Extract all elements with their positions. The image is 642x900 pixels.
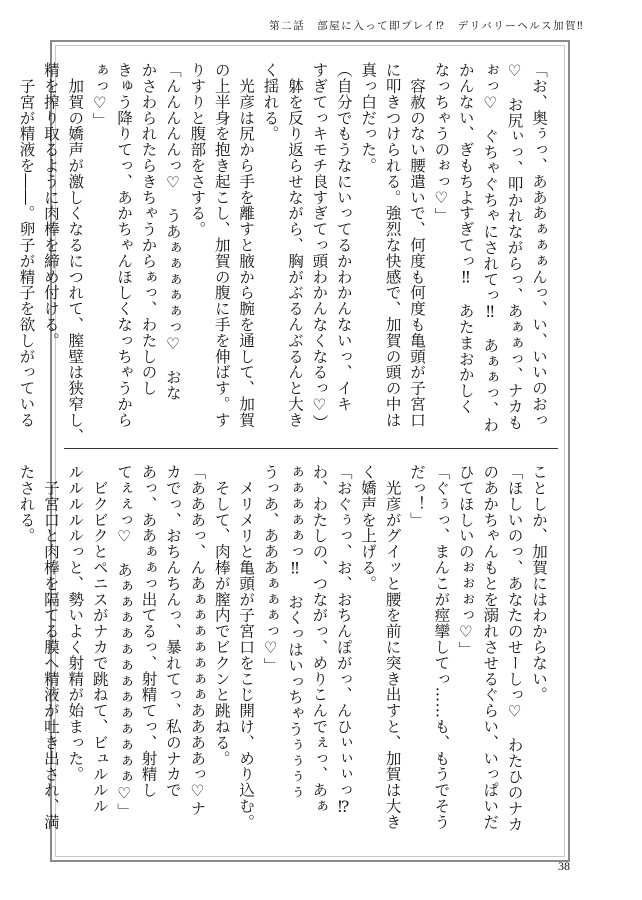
text-line: ぁぁぁぁぁっ‼ おくっはいっちゃうぅぅぅぅ bbox=[285, 464, 304, 801]
text-line: 真っ白だった。 bbox=[359, 62, 378, 174]
text-line: ひてほしいのぉぉぉっ♡」 bbox=[456, 464, 475, 658]
text-line: 精を搾り取るように肉棒を締め付ける。 bbox=[41, 62, 60, 349]
text-line: ことしか、加賀にはわからない。 bbox=[530, 464, 548, 703]
page-number: 38 bbox=[558, 859, 570, 873]
text-line: に叩きつけられる。強烈な快感で、加賀の頭の中は bbox=[383, 62, 402, 428]
text-line: ルルルルルっと、勢いよく射精が始まった。 bbox=[66, 464, 85, 782]
text-line: ビクビクとペニスがナカで跳ねて、ビュルルル bbox=[90, 464, 109, 814]
section-divider bbox=[64, 448, 558, 449]
text-line: く嬌声を上げる。 bbox=[359, 464, 378, 592]
upper-text-column bbox=[17, 62, 551, 444]
text-line: そして、肉棒が膣内でビクンと跳ねる。 bbox=[212, 464, 231, 767]
text-line: く揺れる。 bbox=[261, 62, 280, 142]
text-line: のあかちゃんもとを溺れさせるぐらい、いっぱいだ bbox=[481, 464, 500, 830]
text-line: 躰を反り返らせながら、胸がぶるんぶるんと大き bbox=[285, 62, 304, 428]
text-line: 「あああっ、んあぁぁぁぁぁぁぁああああっ♡ナ bbox=[188, 464, 207, 817]
text-line: （自分でもうなにいってるかわかんないっ、イキ bbox=[334, 62, 353, 412]
text-line: たされる。 bbox=[17, 464, 36, 544]
text-line: わ、わたしの、つながっ、めりこんでぇっ、あぁ bbox=[310, 464, 329, 814]
chapter-header: 第二話 部屋に入って即プレイ⁉ デリバリーヘルス加賀‼ bbox=[269, 20, 584, 32]
text-line: 「んんんんんっ♡ うあぁぁぁぁぁっ♡ おな bbox=[163, 62, 182, 401]
text-line: 光彦は尻から手を離すと腋から腕を通して、加賀 bbox=[237, 62, 256, 428]
lower-text-column bbox=[17, 464, 551, 833]
text-line: 「ほしいのっ、あなたのせーしっ♡ わたひのナカ bbox=[505, 464, 524, 833]
text-line: 「おぐぅっ、お、おちんぽがっ、んひぃぃぃっ⁉ bbox=[334, 464, 353, 817]
text-line: メリメリと亀頭が子宮口をこじ開け、めり込む。 bbox=[237, 464, 256, 830]
text-line: ぁっ♡」 bbox=[90, 62, 109, 129]
text-line: ぉっ♡ ぐちゃぐちゃにされてっ‼ あぁぁっ、わ bbox=[481, 62, 500, 433]
text-line: の上半身を抱き起こし、加賀の腹に手を伸ばす。す bbox=[212, 62, 231, 428]
text-line: だっ！」 bbox=[407, 464, 426, 528]
text-line: 「お、奥ぅっ、あああぁぁぁんっ、い、いいのおっ bbox=[530, 62, 548, 428]
text-line: りすりと腹部をさする。 bbox=[188, 62, 207, 237]
text-line: 容赦のない腰遣いで、何度も何度も亀頭が子宮口 bbox=[407, 62, 426, 428]
text-line: 光彦がグイッと腰を前に突き出すと、加賀は大き bbox=[383, 464, 402, 830]
text-line: かんない、ぎもちよすぎてっ‼ あたまおかしく bbox=[456, 62, 475, 415]
text-line: すぎてっキモチ良すぎてっ頭わかんなくなるっ♡） bbox=[310, 62, 329, 431]
text-line: てぇぇっ♡ あぁぁぁぁぁぁぁぁぁぁぁぁぁ♡」 bbox=[115, 464, 134, 819]
text-line: 子宮口と肉棒を隔てる膜へ精液が吐き出され、満 bbox=[41, 464, 60, 830]
text-line: きゅう降りてっ、あかちゃんほしくなっちゃうから bbox=[115, 62, 134, 428]
text-line: 子宮が精液を――。卵子が精子を欲しがっている bbox=[17, 62, 36, 428]
text-line: あっ、ああぁぁっ出てるっ、射精てっ、射精し bbox=[139, 464, 158, 798]
text-line: 「ぐぅっ、まんこが痙攣してっ……も、もうでそう bbox=[432, 464, 451, 830]
text-line: カでっ、おちんちんっ、暴れてっ、私のナカで bbox=[163, 464, 182, 798]
text-line: ♡ お尻ぃっ、叩かれながらっ、あぁぁっ、ナカも bbox=[505, 62, 524, 431]
text-line: 加賀の嬌声が激しくなるにつれて、膣壁は狭窄し、 bbox=[66, 62, 85, 444]
text-line: なっちゃうのぉっ♡」 bbox=[432, 62, 451, 224]
text-line: かさわられたらきちゃうからぁっ、わたしのし bbox=[139, 62, 158, 396]
text-line: うっあ、あああぁぁぁっ♡」 bbox=[261, 464, 280, 674]
